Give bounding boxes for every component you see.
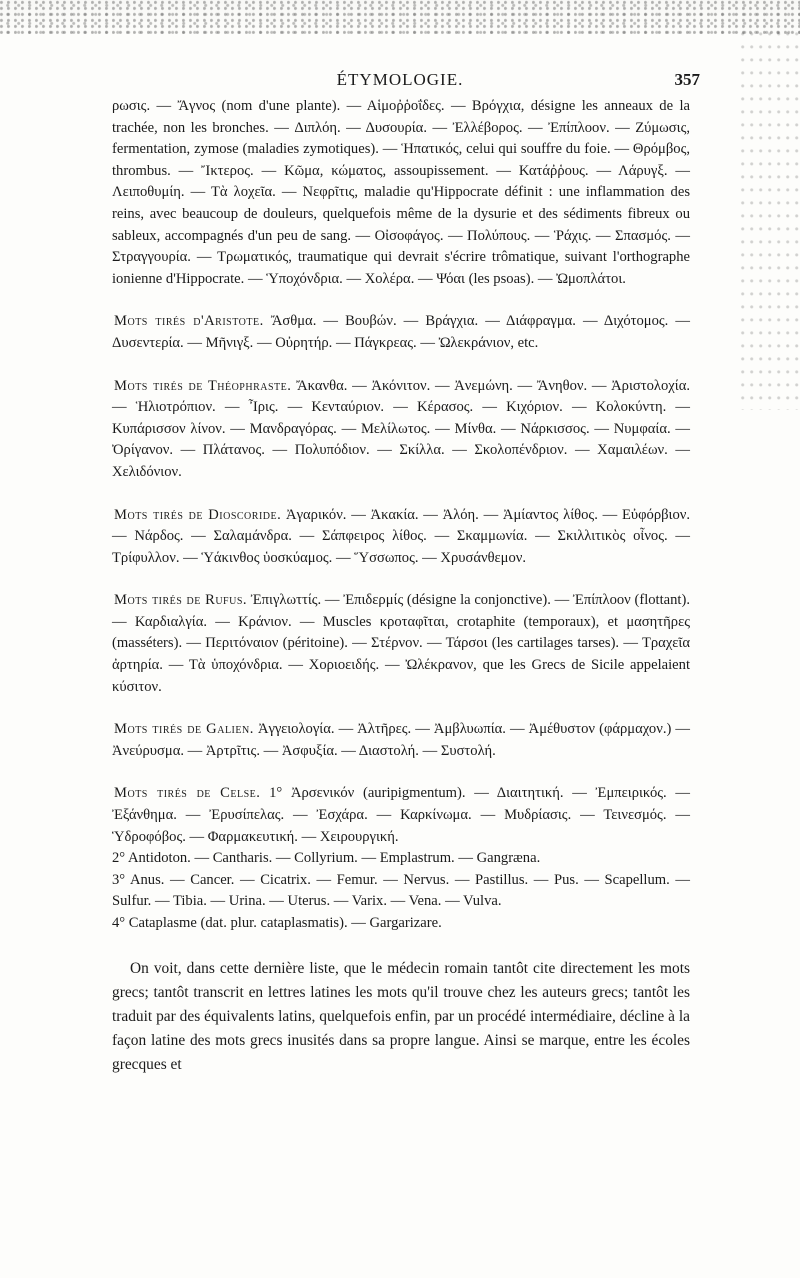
scan-noise-top <box>0 0 800 34</box>
word-list-celse-2: 2° Antidoton. — Cantharis. — Collyrium. — Emplastrum. — Gangræna. <box>112 850 541 867</box>
paragraph-closing: On voit, dans cette dernière liste, que le médecin romain tantôt cite directement les mots grecs; tantôt transcrit en lettres latines les mots qu'il trouve chez les auteurs grecs; tantôt les traduit par des équivalents latins, quelquefois enfin, par un procédé intermédiaire, décline à la façon latine des mots grecs inusités dans sa propre langue. Ainsi se marque, entre les écoles grecques et <box>112 959 690 1073</box>
running-header <box>100 70 700 92</box>
section-heading-rufus: Mots tirés de Rufus. <box>114 592 248 609</box>
section-heading-aristote: Mots tirés d'Aristote. <box>114 313 264 330</box>
paragraph-hippocrate: ρωσις. — Ἄγνος (nom d'une plante). — Αἱμοῤῥοΐδες. — Βρόγχια, désigne les anneaux de la trachée, non les bronches. — Διπλόη. — Δυσουρία. — Ἐλλέβορος. — Ἐπίπλοον. — Ζύμωσις, fermentation, zymose (maladies zymotiques). — Ἡπατικός, celui qui souffre du foie. — Θρόμβος, thrombus. — Ἴκτερος. — Κῶμα, κώματος, assoupissement. — Κατάῤῥους. — Λάρυγξ. — Λειποθυμίη. — Τὰ λοχεῖα. — Νεφρῖτις, maladie qu'Hippocrate définit : une inflammation des reins, avec beaucoup de douleurs, quelquefois même de la dysurie et des sédiments fibreux ou sableux, accompagnés d'un peu de sang. — Οἰσοφάγος. — Πολύπους. — Ῥάχις. — Σπασμός. — Στραγγουρία. — Τρωματικός, traumatique qui devrait s'écrire trômatique, suivant l'orthographe ionienne d'Hippocrate. — Ὑποχόνδρια. — Χολέρα. — Ψόαι (les psoas). — Ὠμοπλάτοι. <box>112 98 690 287</box>
paragraph-galien <box>112 719 690 762</box>
word-list-celse-3: 3° Anus. — Cancer. — Cicatrix. — Femur. — Nervus. — Pastillus. — Pus. — Scapellum. — Sulfur. — Tibia. — Urina. — Uterus. — Varix. — Vena. — Vulva. <box>112 871 690 910</box>
paragraph-theophraste <box>112 376 690 484</box>
paragraph-rufus <box>112 590 690 698</box>
running-title: ÉTYMOLOGIE. <box>336 70 464 89</box>
paragraph-celse <box>112 783 690 848</box>
scan-noise-right <box>740 30 800 410</box>
section-heading-theophraste: Mots tirés de Théophraste. <box>114 377 292 394</box>
word-list-aristote: Ἄσθμα. — Βουβών. — Βράγχια. — Διάφραγμα. — Διχότομος. — Δυσεντερία. — Μῆνιγξ. — Οὐρητήρ. — Πάγκρεας. — Ὠλεκράνιον, etc. <box>112 313 690 351</box>
word-list-galien: Ἀγγειολογία. — Ἀλτῆρες. — Ἀμβλυωπία. — Ἀμέθυστον (φάρμαχον.) — Ἀνεύρυσμα. — Ἀρτρῖτις. — Ἀσφυξία. — Διαστολή. — Συστολή. <box>112 721 690 759</box>
word-list-rufus: Ἐπιγλωττίς. — Ἐπιδερμίς (désigne la conjonctive). — Ἐπίπλοον (flottant). — Καρδιαλγία. — Κράνιον. — Muscles κροταφῖται, crotaphite (temporaux), et μασητῆρες (masséters). — Περιτόναιον (péritoine). — Στέρνον. — Τάρσοι (les cartilages tarses). — Τραχεῖα ἀρτηρία. — Τὰ ὑποχόνδρια. — Χοριοειδής. — Ὠλέκρανον, que les Grecs de Sicile appelaient κύσιτον. <box>112 592 690 695</box>
section-heading-dioscoride: Mots tirés de Dioscoride. <box>114 506 282 523</box>
word-list-dioscoride: Ἀγαρικόν. — Ἀκακία. — Ἀλόη. — Ἀμίαντος λίθος. — Εὐφόρβιον. — Νάρδος. — Σαλαμάνδρα. — Σάπφειρος λίθος. — Σκαμμωνία. — Σκιλλιτικὸς οἶνος. — Τρίφυλλον. — Ὑάκινθος ὑοσκύαμος. — Ὕσσωπος. — Χρυσάνθεμον. <box>112 506 690 566</box>
word-list-celse-4: 4° Cataplasme (dat. plur. cataplasmatis). — Gargarizare. <box>112 915 442 931</box>
page-number: 357 <box>674 70 700 89</box>
section-heading-galien: Mots tirés de Galien. <box>114 721 254 738</box>
word-list-theophraste: Ἄκανθα. — Ἀκόνιτον. — Ἀνεμώνη. — Ἄνηθον. — Ἀριστολοχία. — Ἡλιοτρόπιον. — Ἶρις. — Κενταύριον. — Κέρασος. — Κιχόριον. — Κολοκύντη. — Κυπάρισσον λίνον. — Μανδραγόρας. — Μελίλωτος. — Μίνθα. — Νάρκισσος. — Νυμφαία. — Ὀρίγανον. — Πλάτανος. — Πολυπόδιον. — Σκίλλα. — Σκολοπένδριον. — Χαμαιλέων. — Χελιδόνιον. <box>112 377 690 480</box>
word-list-celse-1: 1° Ἀρσενικόν (auripigmentum). — Διαιτητική. — Ἐμπειρικός. — Ἐξάνθημα. — Ἐρυσίπελας. — Ἐσχάρα. — Καρκίνωμα. — Μυδρίασις. — Τεινεσμός. — Ὑδροφόβος. — Φαρμακευτική. — Χειρουργική. <box>112 785 690 845</box>
paragraph-aristote <box>112 311 690 354</box>
page-body <box>112 96 690 1077</box>
paragraph-dioscoride <box>112 505 690 570</box>
section-heading-celse: Mots tirés de Celse. <box>114 785 261 802</box>
